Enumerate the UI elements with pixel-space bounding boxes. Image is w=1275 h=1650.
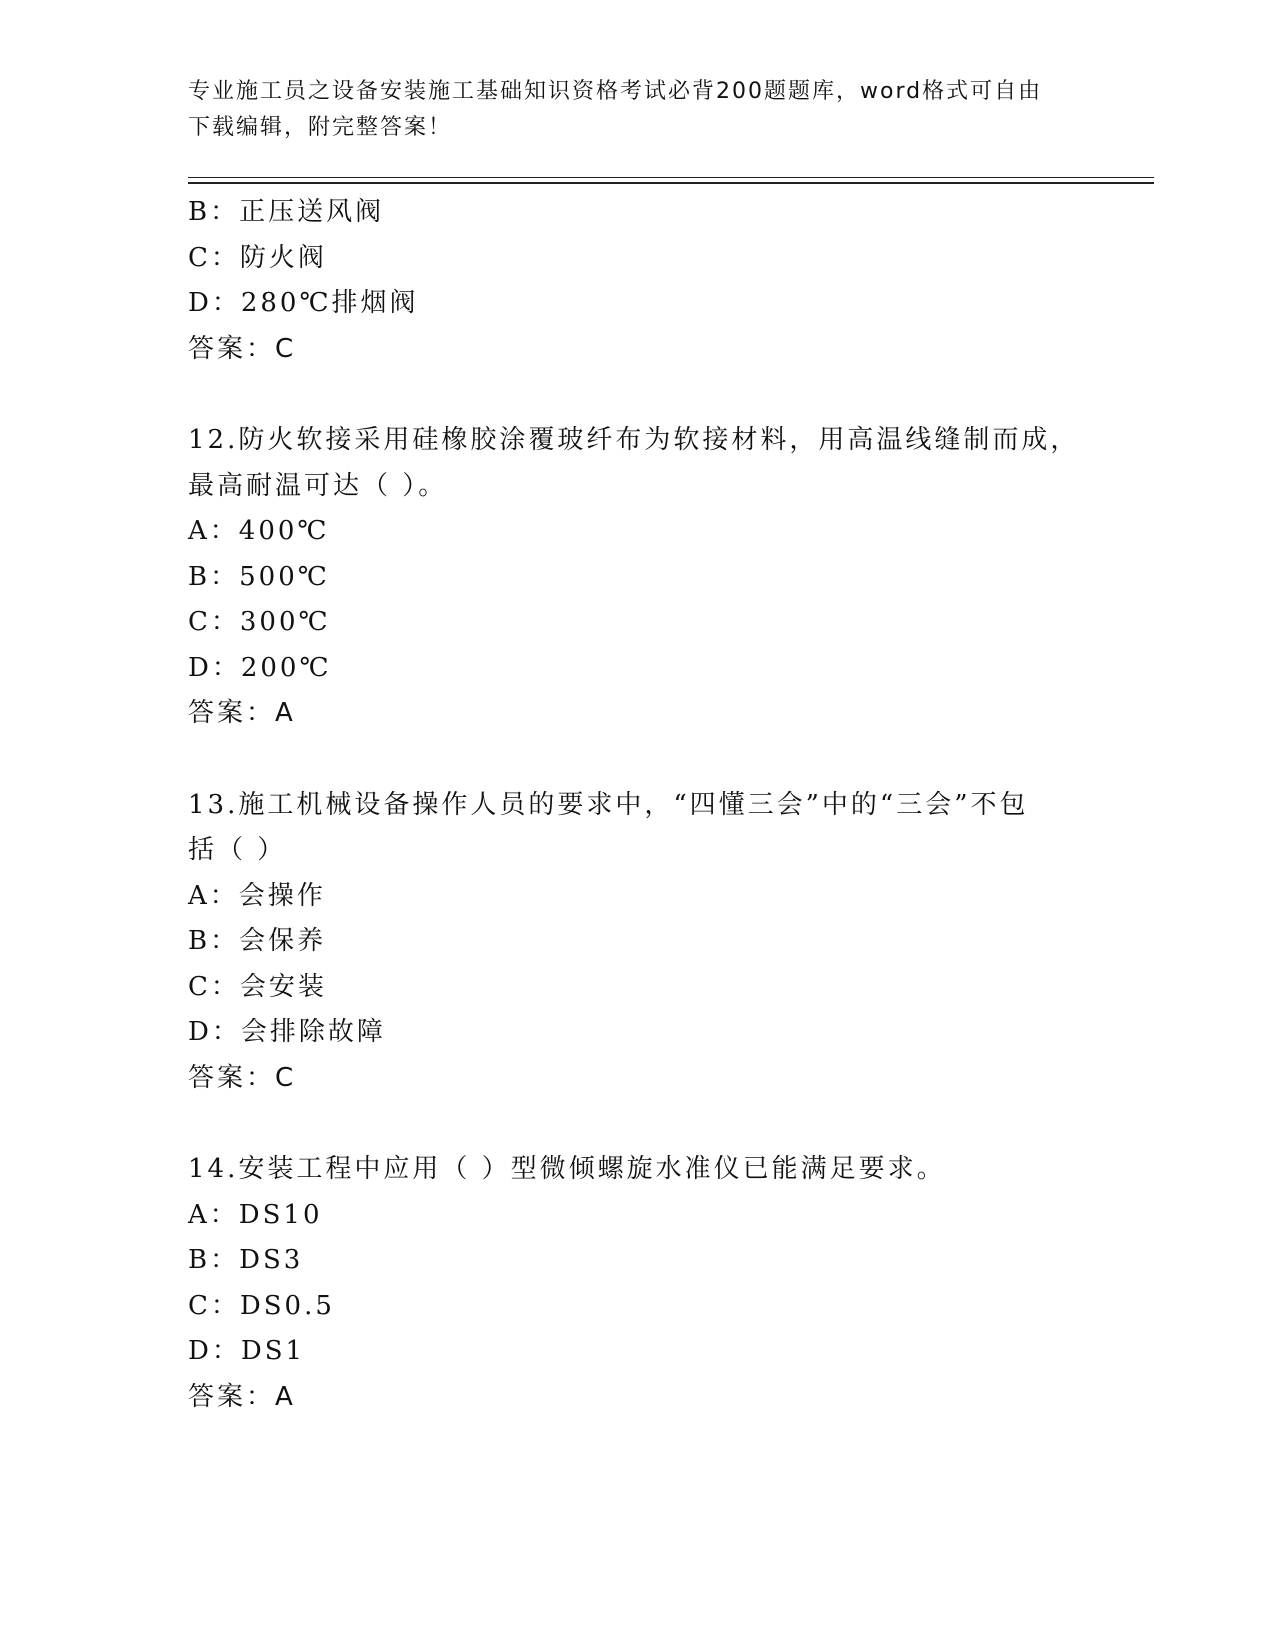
- option-d: D：280℃排烟阀: [188, 288, 419, 318]
- question-block-13: [188, 783, 1148, 1102]
- question-stem-line: 最高耐温可达（ ）。: [188, 470, 448, 501]
- option-d: D：会排除故障: [188, 1017, 386, 1047]
- spacer: [188, 372, 1148, 418]
- option-a: A：会操作: [188, 880, 326, 911]
- question-stem-line: 14.安装工程中应用（ ）型微倾螺旋水准仪已能满足要求。: [188, 1154, 946, 1184]
- option-c: C：防火阀: [188, 242, 327, 273]
- header-divider-thin: [188, 177, 1154, 178]
- option-b: B：正压送风阀: [188, 197, 385, 227]
- option-b: B：会保养: [188, 926, 327, 956]
- option-b: B：DS3: [188, 1245, 304, 1275]
- option-c: C：DS0.5: [188, 1290, 335, 1321]
- spacer: [188, 737, 1148, 783]
- question-stem-line: 括（ ）: [188, 835, 287, 865]
- spacer: [188, 1101, 1148, 1147]
- option-c: C：会安装: [188, 971, 327, 1002]
- option-a: A：DS10: [188, 1199, 323, 1230]
- question-stem-line: 12.防火软接采用硅橡胶涂覆玻纤布为软接材料，用高温线缝制而成，: [188, 425, 1080, 455]
- header-line-2: 下载编辑，附完整答案！: [188, 115, 453, 140]
- answer-line: 答案：A: [188, 698, 296, 728]
- answer-line: 答案：C: [188, 333, 297, 364]
- option-d: D：DS1: [188, 1336, 306, 1366]
- prev-question-block: [188, 190, 1148, 372]
- question-block-14: [188, 1147, 1148, 1420]
- answer-line: 答案：A: [188, 1381, 296, 1412]
- question-stem-line: 13.施工机械设备操作人员的要求中，“四懂三会”中的“三会”不包: [188, 789, 1029, 820]
- option-d: D：200℃: [188, 652, 332, 683]
- header-line-1: 专业施工员之设备安装施工基础知识资格考试必背200题题库，word格式可自由: [188, 79, 1043, 104]
- option-a: A：400℃: [188, 516, 330, 546]
- answer-line: 答案：C: [188, 1062, 297, 1093]
- option-c: C：300℃: [188, 607, 331, 637]
- question-block-12: [188, 418, 1148, 737]
- option-b: B：500℃: [188, 561, 330, 592]
- document-header: [188, 74, 1088, 146]
- header-divider-thick: [188, 182, 1154, 184]
- document-body: [188, 190, 1148, 1420]
